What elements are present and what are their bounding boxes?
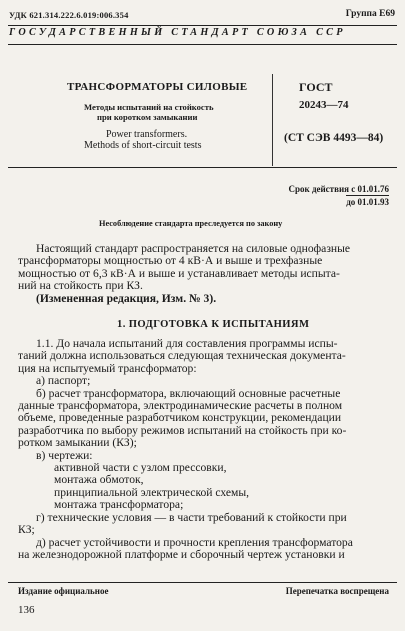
intro-line: мощностью от 6,3 кВ·А и выше и устанавливает методы испыта- (18, 267, 340, 280)
english-title-line1: Power transformers. (106, 129, 188, 140)
footer-rule (8, 582, 397, 583)
intro-paragraph (18, 243, 389, 293)
validity-from: Срок действия с 01.01.76 (288, 184, 389, 194)
title-block-divider (272, 74, 273, 166)
body-line: КЗ; (18, 524, 35, 537)
body-line: д) расчет устойчивости и прочности крепления трансформатора (36, 536, 353, 549)
body-line: разработчика по выбору режимов испытаний на стойкость при ко- (18, 424, 347, 437)
body-line: монтажа трансформатора; (54, 499, 184, 512)
body-line: ция на испытуемый трансформатор: (18, 362, 197, 375)
group-code: Группа Е69 (345, 9, 395, 19)
validity-to: до 01.01.93 (346, 197, 389, 207)
body-line: г) технические условия — в части требований к стойкости при (36, 511, 347, 524)
intro-line: Настоящий стандарт распространяется на силовые однофазные (36, 243, 351, 255)
body-line: на железнодорожной платформе и сборочный чертеж установки и (18, 548, 345, 561)
body-line: данные трансформатора, электродинамические расчеты в полном (18, 400, 343, 413)
reprint-prohibited: Перепечатка воспрещена (285, 586, 389, 596)
intro-line: ний на стойкость при КЗ. (18, 280, 143, 293)
body-line: принципиальной электрической схемы, (54, 486, 250, 499)
gost-banner: ГОСУДАРСТВЕННЫЙ СТАНДАРТ СОЮЗА ССР (9, 27, 346, 38)
title-block (9, 44, 395, 167)
legal-notice: Несоблюдение стандарта преследуется по закону (99, 219, 283, 228)
gost-number: 20243—74 (299, 99, 349, 111)
amendment-note: (Измененная редакция, Изм. № 3). (36, 292, 217, 305)
body-line: монтажа обмоток, (54, 474, 144, 487)
body-line: а) паспорт; (36, 375, 91, 388)
gost-label: ГОСТ (299, 80, 333, 94)
english-title-line2: Methods of short-circuit tests (84, 140, 202, 151)
udk-code: УДК 621.314.222.6.019:006.354 (9, 10, 129, 20)
body-line: ротком замыкании (КЗ); (18, 437, 137, 450)
document-subtitle-line1: Методы испытаний на стойкость (84, 102, 214, 112)
header-rule-top (8, 25, 397, 26)
body-line: объеме, проведенные разработчиком конструкции, рекомендации (18, 412, 342, 425)
section-title: 1. ПОДГОТОВКА К ИСПЫТАНИЯМ (117, 319, 310, 330)
section-body (18, 338, 389, 561)
st-sev-number: (СТ СЭВ 4493—84) (284, 132, 384, 144)
document-subtitle-line2: при коротком замыкании (97, 112, 198, 122)
intro-line: трансформаторы мощностью от 4 кВ·А и выше и трехфазные (18, 255, 323, 268)
official-edition: Издание официальное (18, 586, 109, 596)
body-line: 1.1. До начала испытаний для составления программы испы- (36, 338, 338, 350)
body-line: в) чертежи: (36, 449, 93, 462)
body-line: таний должна использоваться следующая техническая документа- (18, 350, 346, 363)
title-block-rule (8, 167, 397, 168)
document-title: ТРАНСФОРМАТОРЫ СИЛОВЫЕ (67, 81, 248, 93)
page-number: 136 (18, 604, 35, 616)
body-line: б) расчет трансформатора, включающий основные расчетные (36, 387, 341, 400)
body-line: активной части с узлом прессовки, (54, 462, 227, 475)
